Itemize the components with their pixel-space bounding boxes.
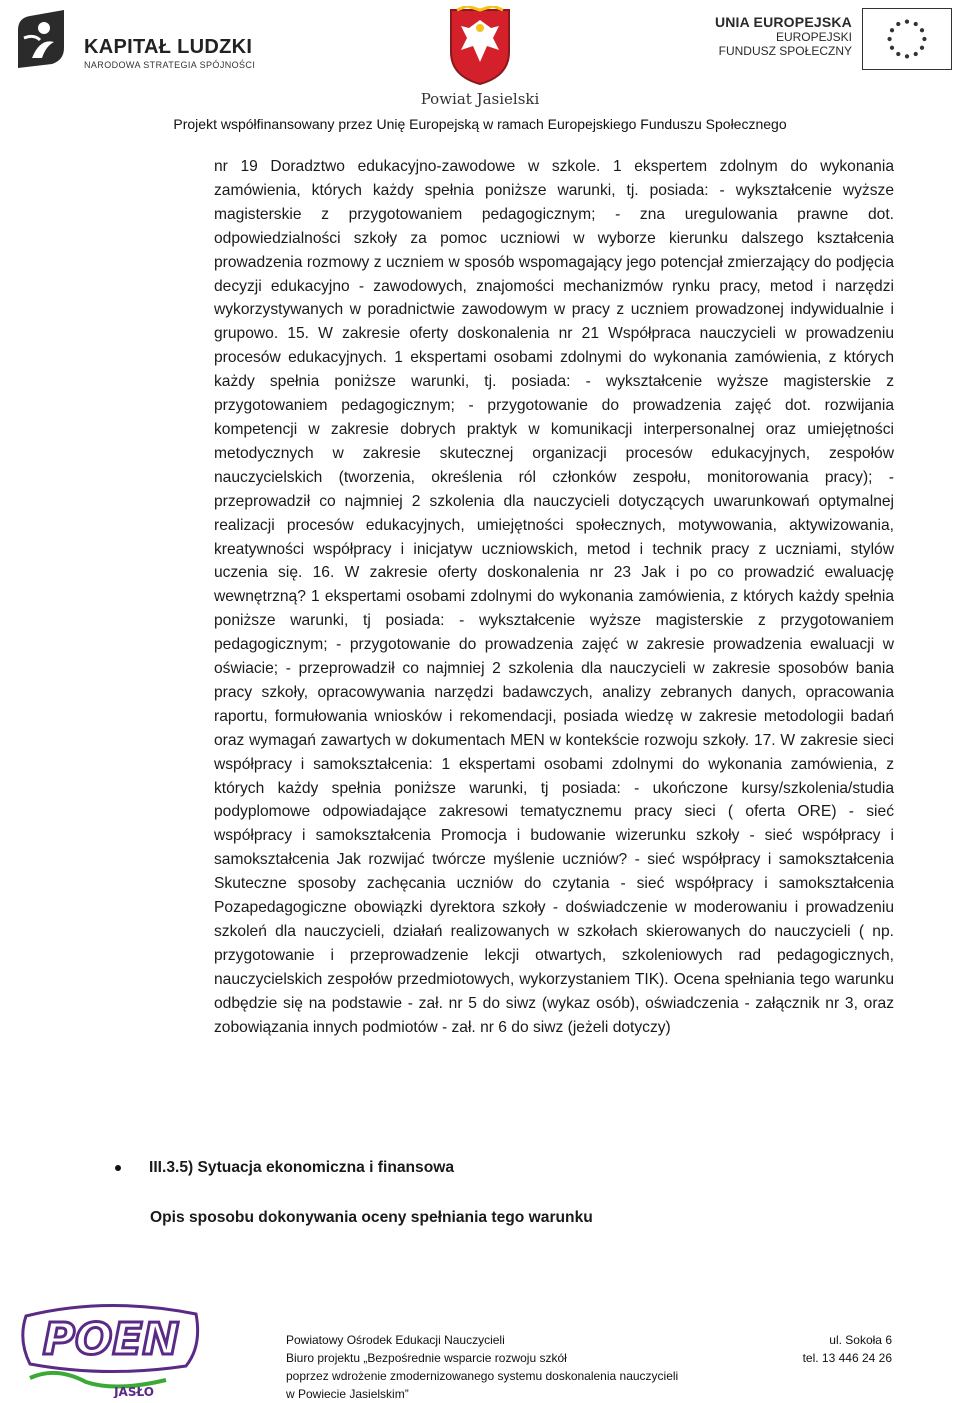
page-header — [0, 0, 960, 140]
subheading: Opis sposobu dokonywania oceny spełniania tego warunku — [150, 1209, 593, 1226]
project-funding-line: Projekt współfinansowany przez Unię Europejską w ramach Europejskiego Funduszu Społecznego — [173, 116, 787, 132]
section-heading-row — [115, 1159, 454, 1177]
footer-phone: tel. 13 446 24 26 — [802, 1351, 892, 1365]
eu-stars — [887, 19, 926, 58]
kapital-ludzki-subtitle: NARODOWA STRATEGIA SPÓJNOŚCI — [84, 60, 256, 70]
body-paragraph: nr 19 Doradztwo edukacyjno-zawodowe w szkole. 1 ekspertem zdolnym do wykonania zamówienia, których każdy spełnia poniższe warunki, tj. posiada: - wykształcenie wyższe magisterskie z przygotowaniem pedagogicznym; - zna uregulowania prawne dot. odpowiedzialności szkoły za pomoc uczniowi w wyborze kierunku dalszego kształcenia prowadzenia rozmowy z uczniem w sposób wspomagający jego potencjał zmierzający do podjęcia decyzji edukacyjno - zawodowych, znajomości mechanizmów rynku pracy, metod i narzędzi wykorzystywanych w poradnictwie zawodowym w pracy z uczniem prowadzonej indywidualnie i grupowo. 15. W zakresie oferty doskonalenia nr 21 Współpraca nauczycieli w prowadzeniu procesów edukacyjnych. 1 ekspertami osobami zdolnymi do wykonania zamówienia, z których każdy spełnia poniższe warunki, tj. posiada: - wykształcenie wyższe magisterskie z przygotowaniem pedagogicznym; - przygotowanie do prowadzenia zajęć dot. rozwijania kompetencji w zakresie dobrych praktyk w komunikacji interpersonalnej oraz umiejętności metodycznych w zakresie skutecznej organizacji procesów edukacyjnych, zespołów nauczycielskich (tworzenia, określenia ról członków zespołu, monitorowania pracy); - przeprowadził co najmniej 2 szkolenia dla nauczycieli dotyczących uwarunkowań optymalnej realizacji procesów edukacyjnych, umiejętności społecznych, motywowania, aktywizowania, kreatywności współpracy i inicjatyw uczniowskich, metod i technik pracy z uczniami, stylów uczenia się. 16. W zakresie oferty doskonalenia nr 23 Jak i po co prowadzić ewaluację wewnętrzną? 1 ekspertami osobami zdolnymi do wykonania zamówienia, z których każdy spełnia poniższe warunki, tj posiada: - wykształcenie wyższe magisterskie z przygotowaniem pedagogicznym; - przygotowanie do prowadzenia zajęć w zakresie prowadzenia ewaluacji w oświacie; - przeprowadził co najmniej 2 szkolenia dla nauczycieli w zakresie sposobów bania pracy szkoły, opracowywania narzędzi badawczych, analizy zebranych danych, opracowania raportu, formułowania wniosków i rekomendacji, posiada wiedzę w zakresie metodologii badań oraz wymagań zawartych w dokumentach MEN w kontekście rozwoju szkoły. 17. W zakresie sieci współpracy i samokształcenia: 1 ekspertami osobami zdolnymi do wykonania zamówienia, z których każdy spełnia poniższe warunki, tj posiada: - ukończone kursy/szkolenia/studia podyplomowe odpowiadające zakresowi tematycznemu pracy sieci ( oferta ORE) - sieć współpracy i samokształcenia Promocja i budowanie wizerunku szkoły - sieć współpracy i samokształcenia Jak rozwijać twórcze myślenie uczniów? - sieć współpracy i samokształcenia Skuteczne sposoby zachęcania uczniów do czytania - sieć współpracy i samokształcenia Pozapedagogiczne obowiązki dyrektora szkoły - doświadczenie w moderowaniu i prowadzeniu szkoleń dla nauczycieli, działań realizowanych w szkołach skierowanych do nauczycieli ( np. przygotowanie i przeprowadzenie lekcji otwartych, szkoleniowych rad pedagogicznych, nauczycielskich zespołów przedmiotowych, wykorzystaniem TIK). Ocena spełniania tego warunku odbędzie się na podstawie - zał. nr 5 do siwz (wykaz osób), oświadczenia - załącznik nr 3, oraz zobowiązania innych podmiotów - zał. nr 6 do siwz (jeżeli dotyczy) — [214, 158, 894, 1036]
eu-line-2: EUROPEJSKI — [775, 30, 852, 44]
poen-logo-text: POEN — [42, 1314, 180, 1365]
powiat-name: Powiat Jasielski — [420, 90, 540, 108]
kapital-ludzki-emblem-icon — [14, 8, 70, 70]
footer-left — [286, 1331, 678, 1403]
section-heading: III.3.5) Sytuacja ekonomiczna i finansowa — [149, 1159, 455, 1176]
kapital-ludzki-logo — [14, 8, 259, 68]
powiat-coat-of-arms-icon — [447, 6, 513, 86]
footer-project-line2: poprzez wdrożenie zmodernizowanego systemu doskonalenia nauczycieli — [286, 1369, 679, 1383]
eu-text-block — [715, 14, 852, 58]
footer-project-office: Biuro projektu „Bezpośrednie wsparcie rozwoju szkół — [286, 1351, 567, 1365]
eu-flag-icon — [862, 8, 952, 70]
footer-right — [803, 1331, 892, 1367]
poen-logo-sub: JASŁO — [114, 1385, 154, 1398]
eu-line-3: FUNDUSZ SPOŁECZNY — [718, 44, 852, 58]
footer-project-line3: w Powiecie Jasielskim” — [286, 1387, 409, 1401]
kapital-ludzki-title: KAPITAŁ LUDZKI — [84, 36, 253, 58]
footer-org-name: Powiatowy Ośrodek Edukacji Nauczycieli — [286, 1333, 505, 1347]
footer-address: ul. Sokoła 6 — [829, 1333, 892, 1347]
poen-logo-icon — [16, 1296, 206, 1398]
eu-line-1: UNIA EUROPEJSKA — [714, 14, 852, 30]
bullet-icon — [115, 1165, 121, 1171]
